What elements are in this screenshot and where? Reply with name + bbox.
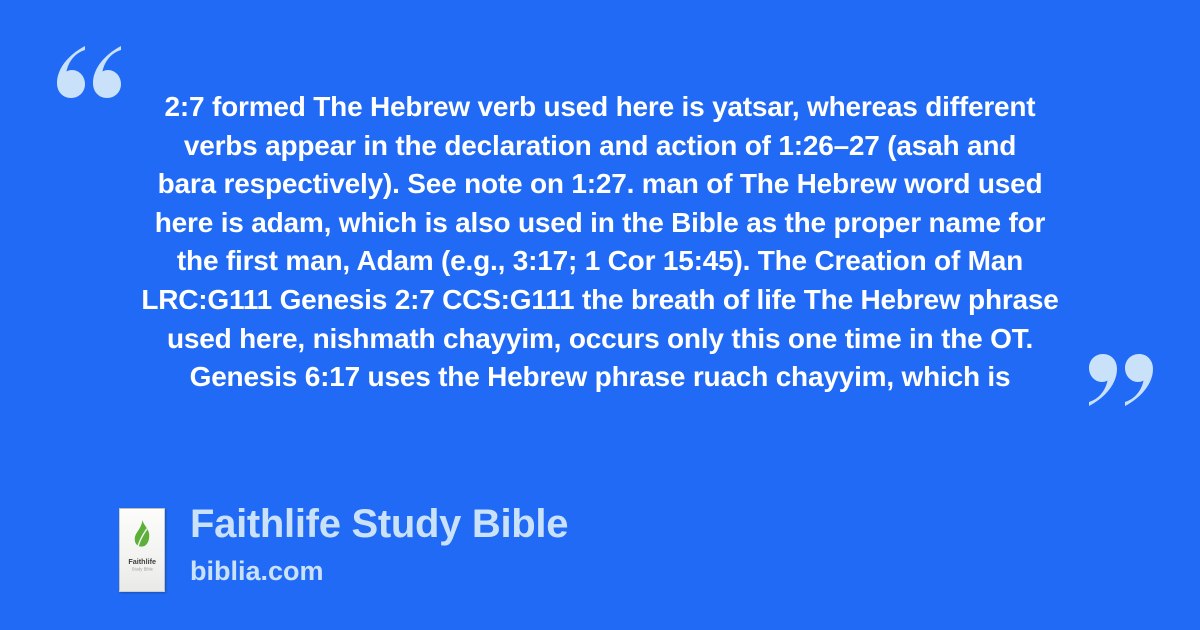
- faithlife-logo-card: [119, 508, 165, 592]
- quote-line: verbs appear in the declaration and action of 1:26–27 (asah and: [183, 129, 1017, 161]
- close-quote-icon: [1088, 354, 1156, 406]
- quote-line: the first man, Adam (e.g., 3:17; 1 Cor 15:45). The Creation of Man: [176, 245, 1024, 277]
- quote-line: used here, nishmath chayyim, occurs only this one time in the OT.: [166, 322, 1034, 354]
- quote-text: [100, 88, 1100, 397]
- resource-title: Faithlife Study Bible: [190, 502, 569, 546]
- quote-line: LRC:G111 Genesis 2:7 CCS:G111 the breath of life The Hebrew phrase: [141, 283, 1059, 315]
- quote-line: bara respectively). See note on 1:27. man of The Hebrew word used: [157, 168, 1043, 200]
- quote-line: 2:7 formed The Hebrew verb used here is yatsar, whereas different: [164, 91, 1036, 122]
- site-url: biblia.com: [190, 556, 324, 586]
- logo-subtitle: Study Bible: [131, 567, 153, 572]
- logo-name: Faithlife: [128, 558, 156, 566]
- quote-line: here is adam, which is also used in the Bible as the proper name for: [154, 206, 1046, 238]
- flame-icon: [130, 520, 154, 549]
- quote-line: Genesis 6:17 uses the Hebrew phrase ruach chayyim, which is: [189, 361, 1011, 393]
